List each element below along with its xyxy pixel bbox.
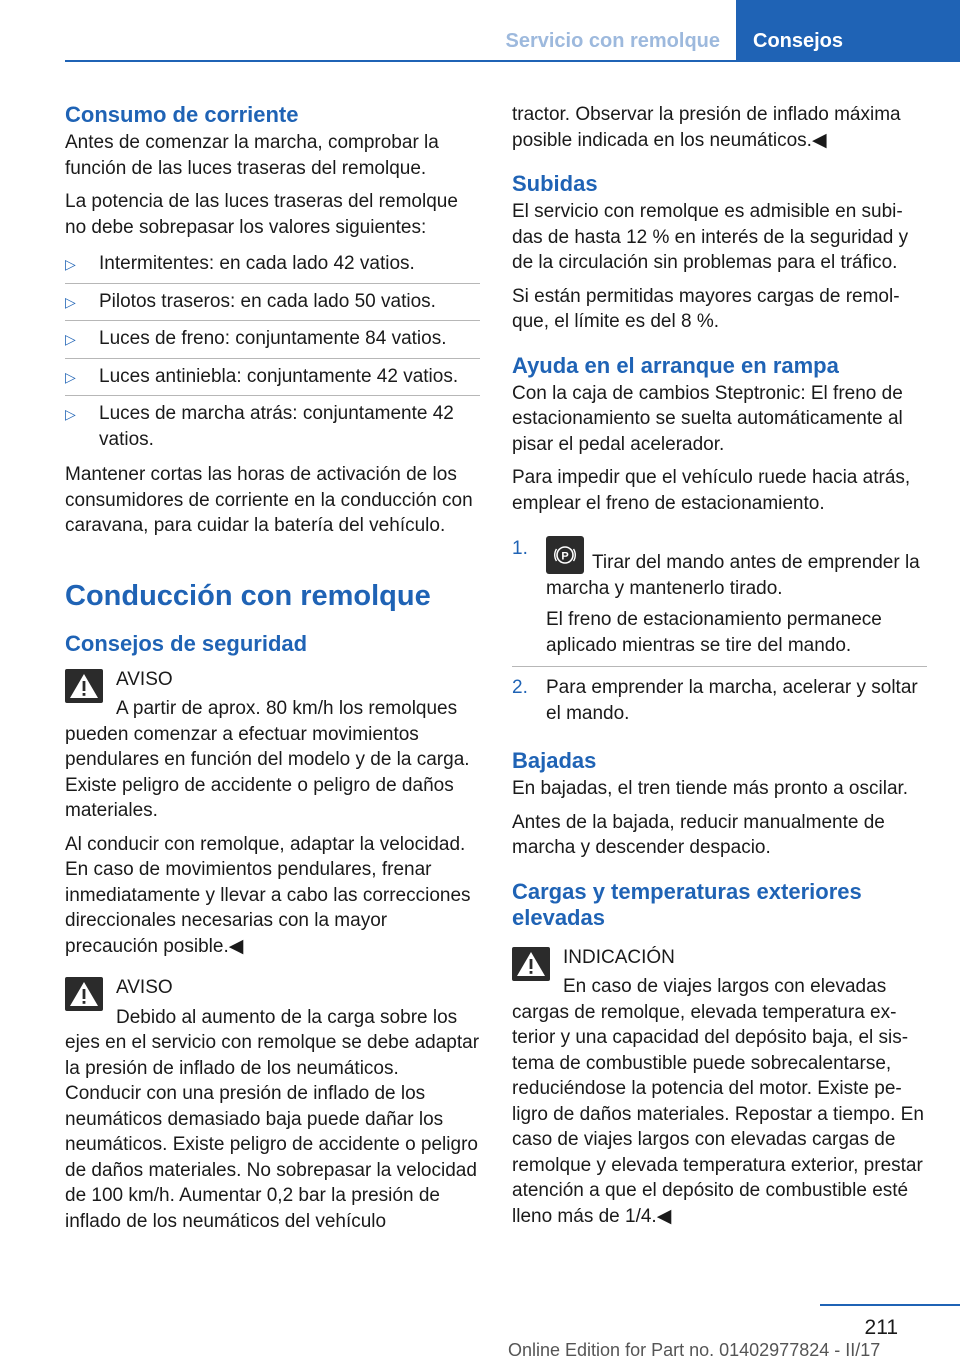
warning-triangle-icon bbox=[65, 669, 103, 703]
step-number: 2. bbox=[512, 677, 528, 698]
heading-consumo: Consumo de corriente bbox=[65, 102, 299, 127]
right-column bbox=[512, 102, 927, 1237]
list-item bbox=[65, 398, 480, 458]
page-footer bbox=[0, 1300, 960, 1362]
warning-triangle-icon bbox=[512, 947, 550, 981]
warning-block bbox=[65, 975, 480, 1234]
note-block bbox=[512, 945, 927, 1230]
triangle-bullet-icon: ▷ bbox=[65, 331, 76, 347]
paragraph: Con la caja de cambios Steptronic: El freno de estacionamiento se suelta automáticamente al pisar el pedal acelerador. bbox=[512, 382, 903, 455]
list-item bbox=[512, 675, 927, 734]
note-text: En caso de viajes largos con elevadas cargas de remolque, elevada temperatura exterior y una capacidad del depósito baja, el sistema de combustible puede sobrecalentarse, reduciéndose la potencia del motor. Existe peligro de daños materiales. Repostar a tiempo. En caso de viajes largos con elevadas cargas de remolque y elevada temperatura exterior, prestar atención a que el depósito de combustible esté lleno más de 1/4.◀ bbox=[512, 976, 924, 1227]
note-title: INDICACIÓN bbox=[563, 946, 675, 968]
list-item bbox=[65, 248, 480, 284]
bullet-list bbox=[65, 248, 480, 458]
heading-conduccion: Conducción con remolque bbox=[65, 579, 431, 612]
page-header bbox=[65, 0, 960, 62]
triangle-bullet-icon: ▷ bbox=[65, 256, 76, 272]
paragraph: tractor. Observar la presión de inflado máxima posible indicada en los neumáticos.◀ bbox=[512, 104, 901, 151]
warning-title: AVISO bbox=[116, 668, 173, 690]
paragraph: Antes de la bajada, reducir manualmente de marcha y descender despacio. bbox=[512, 811, 885, 858]
triangle-bullet-icon: ▷ bbox=[65, 406, 76, 422]
page-number: 211 bbox=[864, 1316, 898, 1339]
list-item-text: Intermitentes: en cada lado 42 vatios. bbox=[99, 253, 415, 274]
steps-list bbox=[512, 536, 927, 734]
left-column bbox=[65, 102, 480, 1242]
list-item bbox=[65, 361, 480, 397]
heading-bajadas: Bajadas bbox=[512, 748, 597, 773]
list-item bbox=[65, 323, 480, 359]
heading-cargas: Cargas y temperaturas exteriores elevadas bbox=[512, 878, 862, 930]
warning-text: Debido al aumento de la carga sobre los ejes en el servicio con remolque se debe adaptar la presión de inflado de los neumáticos. Conducir con una presión de inflado de los neumáticos demasiado baja puede dañar los neumáticos. Existe peligro de accidente o peligro de daños materiales. No sobrepasar la velocidad de 100 km/h. Aumentar 0,2 bar la presión de inflado de los neumáticos del vehículo bbox=[65, 1006, 480, 1232]
warning-block bbox=[65, 667, 480, 960]
step-subtext: El freno de estacionamiento permanece aplicado mientras se tire del mando. bbox=[546, 609, 882, 656]
list-item-text: Luces de freno: conjuntamente 84 vatios. bbox=[99, 328, 447, 349]
paragraph: Mantener cortas las horas de activación de los consumidores de corriente en la conducción con caravana, para cuidar la batería del vehículo. bbox=[65, 464, 473, 536]
heading-seguridad: Consejos de seguridad bbox=[65, 630, 308, 656]
list-item bbox=[512, 536, 927, 667]
footer-rule bbox=[820, 1304, 960, 1306]
paragraph: Al conducir con remolque, adaptar la velocidad. En caso de movimientos pendulares, frenar inmediatamente y llevar a cabo las correcciones direccionales necesarias con la mayor precaución posible.◀ bbox=[65, 833, 471, 957]
list-item-text: Pilotos traseros: en cada lado 50 vatios. bbox=[99, 290, 436, 312]
paragraph: Antes de comenzar la marcha, comprobar la función de las luces traseras del remolque. bbox=[65, 132, 439, 179]
paragraph: Si están permitidas mayores cargas de remolque, el límite es del 8 %. bbox=[512, 285, 900, 332]
warning-text: A partir de aprox. 80 km/h los remolques pueden comenzar a efectuar movimientos pendulares en función del modelo y de la carga. Existe peligro de accidente o peligro de daños materiales. bbox=[65, 698, 470, 821]
list-item-text: Luces antiniebla: conjuntamente 42 vatios. bbox=[99, 365, 459, 387]
warning-title: AVISO bbox=[116, 977, 173, 998]
breadcrumb: Servicio con remolque bbox=[505, 30, 720, 52]
warning-triangle-icon bbox=[65, 977, 103, 1011]
paragraph: Para impedir que el vehículo ruede hacia atrás, emplear el freno de estacionamiento. bbox=[512, 467, 911, 514]
step-text: Para emprender la marcha, acelerar y soltar el mando. bbox=[546, 677, 918, 724]
list-item bbox=[65, 286, 480, 322]
parking-brake-icon bbox=[546, 536, 584, 574]
paragraph: En bajadas, el tren tiende más pronto a oscilar. bbox=[512, 778, 909, 799]
svg-text:P: P bbox=[561, 550, 569, 563]
paragraph: El servicio con remolque es admisible en subidas de hasta 12 % en interés de la seguridad y de la circulación sin problemas para el tráfico. bbox=[512, 201, 909, 273]
heading-subidas: Subidas bbox=[512, 171, 598, 196]
edition-text: Online Edition for Part no. 01402977824 - II/17 bbox=[508, 1340, 881, 1360]
step-text: Tirar del mando antes de emprender la marcha y mantenerlo tirado. bbox=[546, 552, 920, 599]
list-item-text: Luces de marcha atrás: conjuntamente 42 vatios. bbox=[99, 403, 454, 450]
triangle-bullet-icon: ▷ bbox=[65, 368, 76, 385]
heading-rampa: Ayuda en el arranque en rampa bbox=[512, 352, 839, 378]
triangle-bullet-icon: ▷ bbox=[65, 293, 76, 310]
header-rule bbox=[65, 60, 960, 62]
paragraph: La potencia de las luces traseras del remolque no debe sobrepasar los valores siguientes: bbox=[65, 191, 458, 238]
step-number: 1. bbox=[512, 538, 528, 559]
section-tab: Consejos bbox=[736, 0, 960, 62]
